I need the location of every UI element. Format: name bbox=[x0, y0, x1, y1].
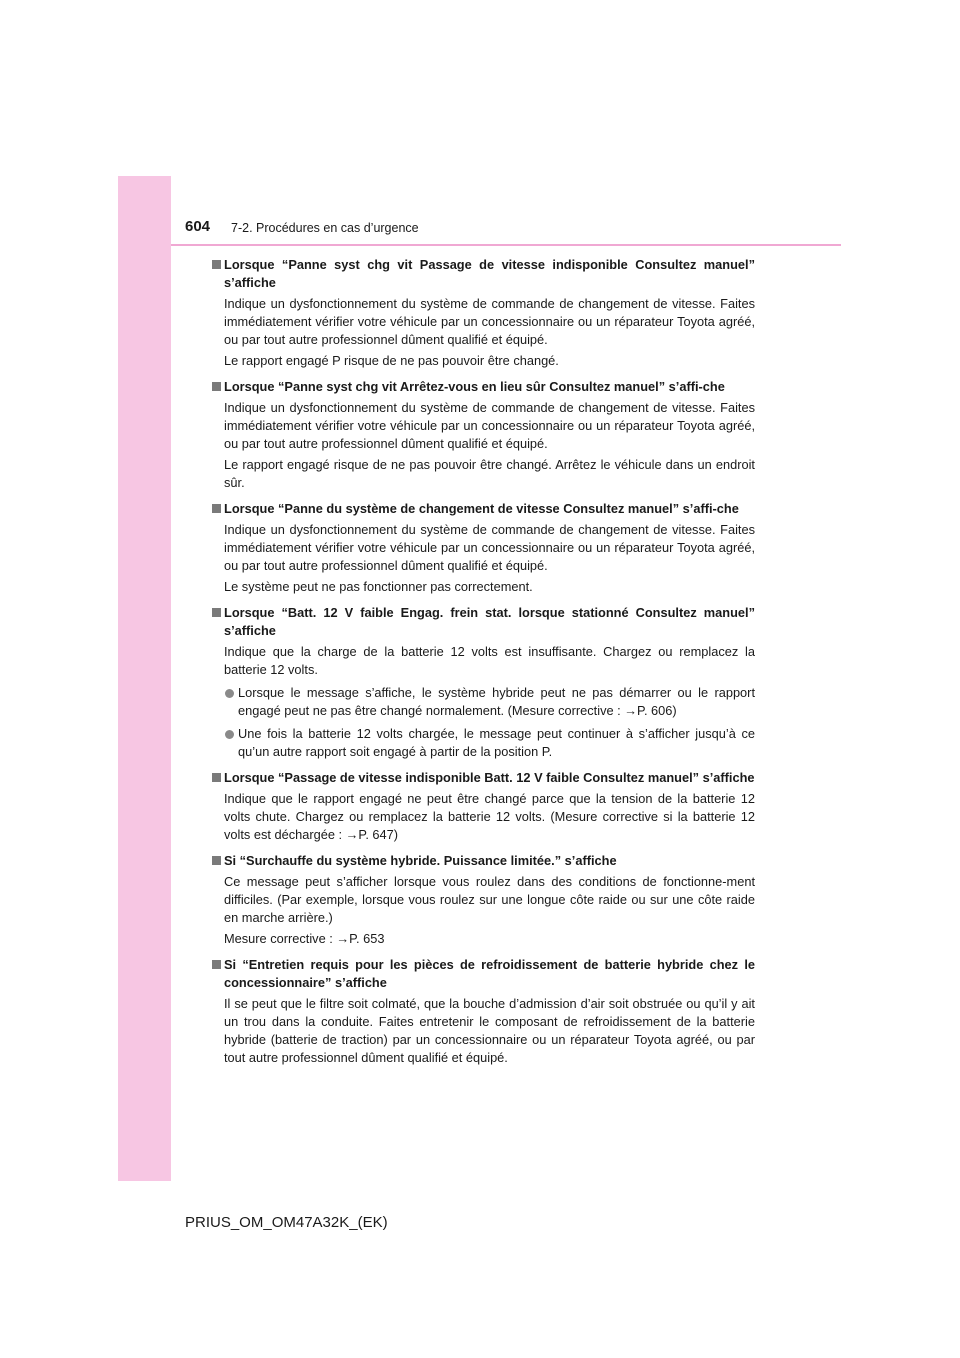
round-bullet-icon bbox=[225, 730, 234, 739]
section-heading-text: Lorsque “Batt. 12 V faible Engag. frein stat. lorsque stationné Consultez manuel” s’affiche bbox=[224, 605, 755, 638]
section-heading-text: Si “Surchauffe du système hybride. Puissance limitée.” s’affiche bbox=[224, 853, 617, 868]
document-code: PRIUS_OM_OM47A32K_(EK) bbox=[185, 1214, 388, 1231]
section-heading bbox=[210, 852, 755, 870]
message-section bbox=[210, 769, 755, 844]
message-section bbox=[210, 378, 755, 492]
square-bullet-icon bbox=[212, 960, 221, 969]
section-heading bbox=[210, 378, 755, 396]
body-paragraph: Il se peut que le filtre soit colmaté, que la bouche d’admission d’air soit obstruée ou qu’il y ait un trou dans la conduite. Faites entretenir le composant de refroidissement de la batterie hybride (batterie de traction) par un concessionnaire ou un réparateur Toyota agréé, ou par tout autre professionnel dûment qualifié et équipé. bbox=[224, 996, 755, 1065]
body-paragraph: Indique que le rapport engagé ne peut être changé parce que la tension de la batterie 12 volts chute. Chargez ou remplacez la batterie 12 volts. (Mesure corrective si la batterie 12 volts est déchargée : →P. 647) bbox=[224, 791, 755, 842]
message-section bbox=[210, 256, 755, 370]
square-bullet-icon bbox=[212, 856, 221, 865]
body-paragraph: Le rapport engagé P risque de ne pas pouvoir être changé. bbox=[224, 353, 559, 368]
page-content bbox=[210, 256, 755, 1075]
section-heading-text: Lorsque “Panne syst chg vit Arrêtez-vous en lieu sûr Consultez manuel” s’affi-che bbox=[224, 379, 725, 394]
section-heading-text: Si “Entretien requis pour les pièces de refroidissement de batterie hybride chez le concessionnaire” s’affiche bbox=[224, 957, 755, 990]
body-paragraph: Mesure corrective : →P. 653 bbox=[224, 931, 385, 946]
bullet-text: Lorsque le message s’affiche, le système hybride peut ne pas démarrer ou le rapport engagé peut ne pas être changé normalement. (Mesure corrective : →P. 606) bbox=[238, 685, 755, 718]
body-paragraph: Le système peut ne pas fonctionner pas correctement. bbox=[224, 579, 533, 594]
message-section bbox=[210, 956, 755, 1067]
page-number: 604 bbox=[185, 218, 211, 235]
section-heading bbox=[210, 604, 755, 640]
section-heading bbox=[210, 956, 755, 992]
message-section bbox=[210, 604, 755, 761]
body-paragraph: Indique que la charge de la batterie 12 volts est insuffisante. Chargez ou remplacez la batterie 12 volts. bbox=[224, 644, 755, 677]
square-bullet-icon bbox=[212, 773, 221, 782]
section-heading-text: Lorsque “Panne du système de changement de vitesse Consultez manuel” s’affi-che bbox=[224, 501, 739, 516]
round-bullet-icon bbox=[225, 689, 234, 698]
message-section bbox=[210, 852, 755, 948]
square-bullet-icon bbox=[212, 504, 221, 513]
square-bullet-icon bbox=[212, 260, 221, 269]
message-section bbox=[210, 500, 755, 596]
body-paragraph: Ce message peut s’afficher lorsque vous roulez dans des conditions de fonctionne-ment difficiles. (Par exemple, lorsque vous roulez sur une longue côte raide ou sur une côte raide en marche arrière.) bbox=[224, 874, 755, 925]
bullet-item bbox=[210, 684, 755, 720]
body-paragraph: Le rapport engagé risque de ne pas pouvoir être changé. Arrêtez le véhicule dans un endroit sûr. bbox=[224, 457, 755, 490]
section-heading-text: Lorsque “Panne syst chg vit Passage de vitesse indisponible Consultez manuel” s’affiche bbox=[224, 257, 755, 290]
section-heading-text: Lorsque “Passage de vitesse indisponible Batt. 12 V faible Consultez manuel” s’affiche bbox=[224, 770, 755, 785]
body-paragraph: Indique un dysfonctionnement du système de commande de changement de vitesse. Faites immédiatement vérifier votre véhicule par un concessionnaire ou un réparateur Toyota agréé, ou par tout autre professionnel dûment qualifié et équipé. bbox=[224, 522, 755, 573]
square-bullet-icon bbox=[212, 608, 221, 617]
square-bullet-icon bbox=[212, 382, 221, 391]
body-paragraph: Indique un dysfonctionnement du système de commande de changement de vitesse. Faites immédiatement vérifier votre véhicule par un concessionnaire ou un réparateur Toyota agréé, ou par tout autre professionnel dûment qualifié et équipé. bbox=[224, 400, 755, 451]
bullet-item bbox=[210, 725, 755, 761]
section-title: 7-2. Procédures en cas d’urgence bbox=[231, 221, 419, 235]
bullet-text: Une fois la batterie 12 volts chargée, le message peut continuer à s’afficher jusqu’à ce qu’un autre rapport soit engagé à partir de la position P. bbox=[238, 726, 755, 759]
section-heading bbox=[210, 256, 755, 292]
section-heading bbox=[210, 769, 755, 787]
chapter-sidebar-tab bbox=[118, 176, 171, 1181]
section-heading bbox=[210, 500, 755, 518]
body-paragraph: Indique un dysfonctionnement du système de commande de changement de vitesse. Faites immédiatement vérifier votre véhicule par un concessionnaire ou un réparateur Toyota agréé, ou par tout autre professionnel dûment qualifié et équipé. bbox=[224, 296, 755, 347]
header-divider bbox=[171, 244, 841, 246]
